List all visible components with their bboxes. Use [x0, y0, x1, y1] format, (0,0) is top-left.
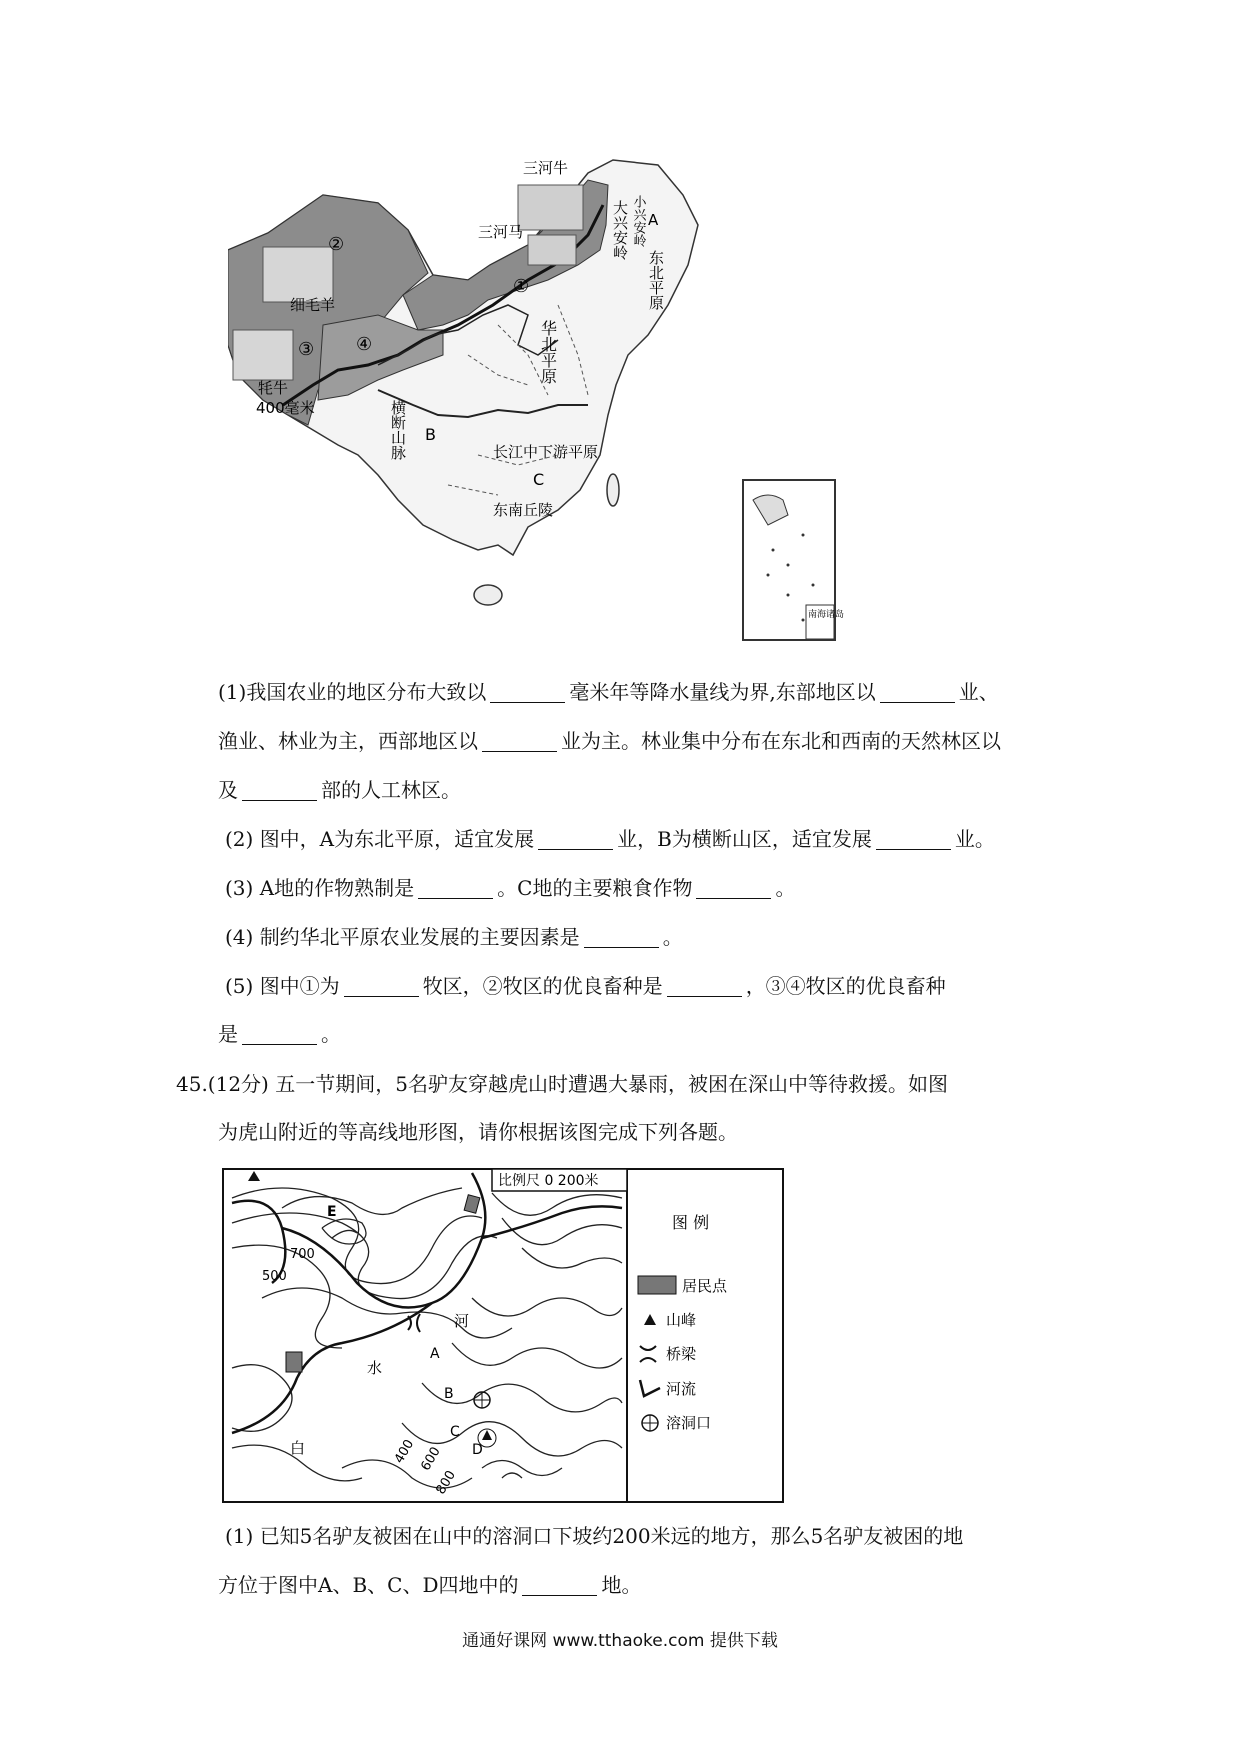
map-label: D — [472, 1442, 483, 1458]
answer-blank — [242, 1024, 317, 1045]
map-label: 大兴安岭 — [611, 200, 629, 260]
map-label: 三河牛 — [523, 159, 569, 177]
answer-blank — [490, 682, 565, 703]
page-footer: 通通好课网 www.tthaoke.com 提供下载 — [462, 1631, 778, 1651]
map-label: A — [430, 1346, 440, 1362]
map-label: ④ — [356, 334, 373, 355]
map-label: 600 — [418, 1444, 444, 1474]
map-label: 400毫米 — [256, 399, 315, 417]
map-label: 800 — [433, 1468, 459, 1498]
answer-blank — [418, 878, 493, 899]
sanhe-horse-photo — [528, 235, 576, 265]
q44-1-line2: 渔业、林业为主，西部地区以 业为主。林业集中分布在东北和西南的天然林区以 — [218, 729, 1001, 753]
map-label: 山峰 — [666, 1311, 697, 1329]
q45-line2: 为虎山附近的等高线地形图，请你根据该图完成下列各题。 — [218, 1120, 738, 1144]
map-label: C — [450, 1424, 460, 1440]
q45-line1: 45.(12分) 五一节期间，5名驴友穿越虎山时遭遇大暴雨，被困在深山中等待救援。如图 — [176, 1072, 948, 1096]
answer-blank — [538, 829, 613, 850]
map-label: B — [425, 425, 436, 444]
q45-sub1-line2: 方位于图中A、B、C、D四地中的 地。 — [218, 1573, 642, 1597]
answer-blank — [482, 731, 557, 752]
q44-2: (2) 图中，A为东北平原，适宜发展 业，B为横断山区，适宜发展 业。 — [225, 827, 995, 851]
contour-map — [222, 1168, 784, 1503]
q44-1-line1: (1)我国农业的地区分布大致以 毫米年等降水量线为界,东部地区以 业、 — [218, 680, 999, 704]
map-label: E — [327, 1204, 337, 1220]
map-label: 细毛羊 — [290, 296, 336, 314]
sanhe-cattle-photo — [518, 185, 583, 230]
map-label: A — [648, 211, 659, 229]
fine-wool-sheep-photo — [263, 247, 333, 302]
answer-blank — [584, 927, 659, 948]
answer-blank — [242, 780, 317, 801]
map-label: 东北平原 — [647, 250, 665, 310]
q44-5-line2: 是 。 — [218, 1022, 341, 1046]
answer-blank — [344, 976, 419, 997]
map-label: 河 — [454, 1312, 470, 1330]
map-label: 白 — [290, 1439, 306, 1457]
q45-sub1-line1: (1) 已知5名驴友被困在山中的溶洞口下坡约200米远的地方，那么5名驴友被困的地 — [225, 1524, 964, 1548]
map-label: 南海诸岛 — [808, 610, 845, 620]
map-label: ① — [513, 276, 530, 297]
q44-5-line1: (5) 图中①为 牧区，②牧区的优良畜种是 ，③④牧区的优良畜种 — [225, 974, 946, 998]
answer-blank — [880, 682, 955, 703]
answer-blank — [696, 878, 771, 899]
map-label: 700 — [290, 1247, 315, 1262]
map-label: 水 — [367, 1359, 383, 1377]
map-label: 河流 — [666, 1380, 697, 1398]
map-label: 横断山脉 — [389, 400, 407, 460]
legend-residential — [638, 1276, 676, 1294]
china-agriculture-map — [228, 155, 848, 650]
answer-blank — [522, 1575, 597, 1596]
map-label: 东南丘陵 — [493, 501, 554, 519]
hainan-island — [474, 585, 502, 605]
map-label: 牦牛 — [258, 379, 289, 397]
map-label: 400 — [391, 1437, 418, 1467]
map-label: ② — [328, 234, 345, 255]
answer-blank — [876, 829, 951, 850]
q44-1-line3: 及 部的人工林区。 — [218, 778, 461, 802]
map-label: ③ — [298, 339, 315, 360]
map-label: 溶洞口 — [666, 1414, 712, 1432]
residential-point — [286, 1352, 302, 1372]
answer-blank — [667, 976, 742, 997]
map-label: C — [533, 470, 545, 489]
yak-photo — [233, 330, 293, 380]
map-label: 华北平原 — [538, 320, 558, 384]
map-label: 桥梁 — [666, 1345, 697, 1363]
map-label: 居民点 — [682, 1277, 728, 1295]
taiwan-island — [607, 474, 619, 506]
map-label: B — [444, 1386, 454, 1402]
map-label: 500 — [262, 1269, 287, 1284]
map-label: 小兴安岭 — [630, 195, 646, 247]
map-label: 三河马 — [478, 223, 524, 241]
scale-label: 比例尺 0 200米 — [498, 1173, 599, 1189]
map-label: 长江中下游平原 — [493, 443, 599, 461]
q44-4: (4) 制约华北平原农业发展的主要因素是 。 — [225, 925, 683, 949]
q44-3: (3) A地的作物熟制是 。C地的主要粮食作物 。 — [225, 876, 796, 900]
map-label: 图 例 — [672, 1213, 710, 1232]
